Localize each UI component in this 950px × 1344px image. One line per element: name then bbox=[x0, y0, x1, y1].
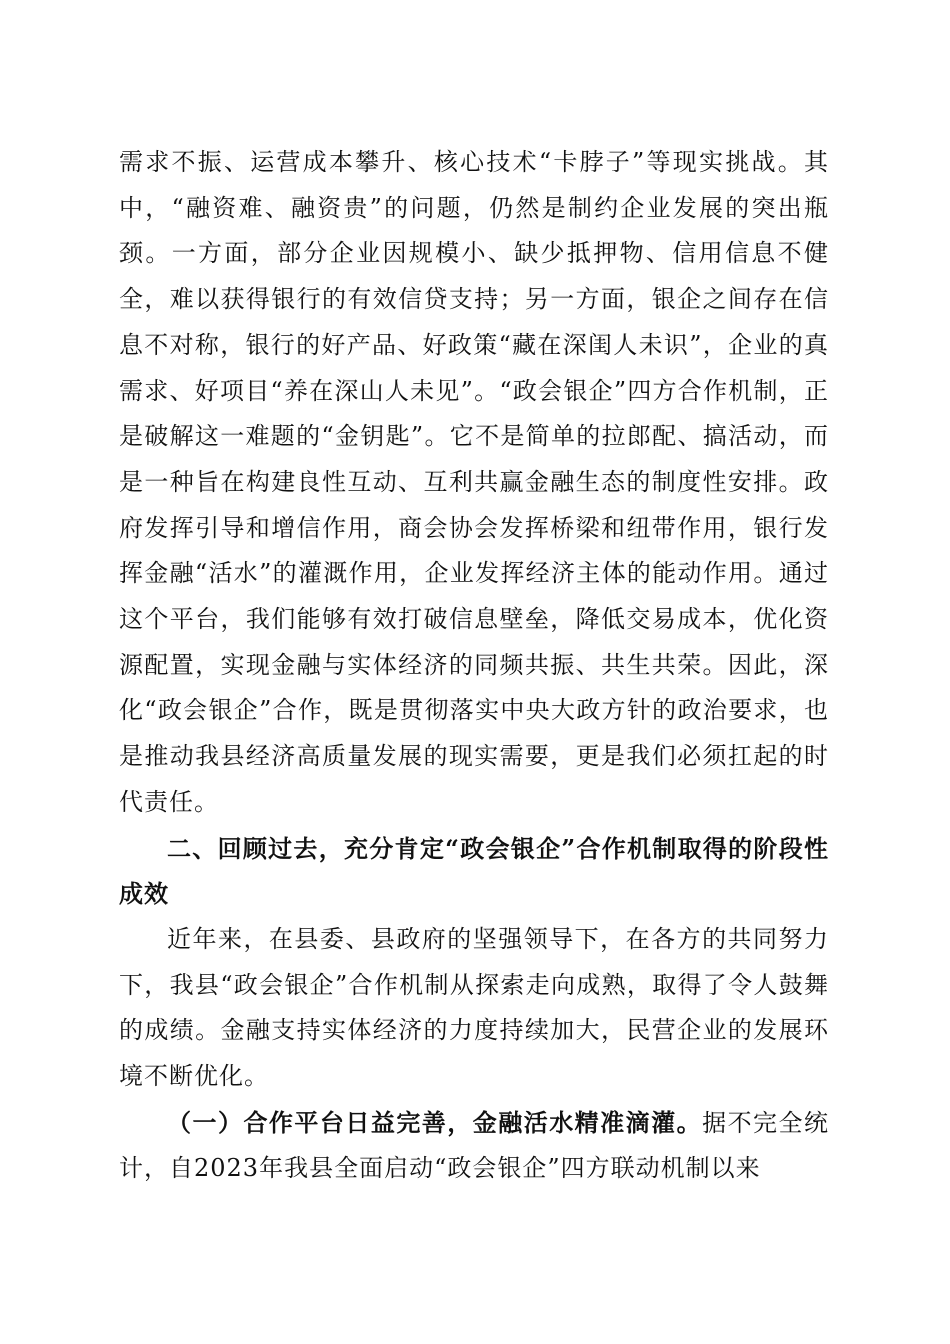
section-heading: 二、回顾过去，充分肯定“政会银企”合作机制取得的阶段性成效 bbox=[119, 833, 829, 909]
document-body bbox=[119, 140, 829, 1192]
subsection-heading: （一）合作平台日益完善，金融活水精准滴灌。 bbox=[167, 1107, 703, 1137]
subsection-body: 据不完全统计，自2023年我县全面启动“政会银企”四方联动机制以来 bbox=[119, 1108, 830, 1183]
section-intro-paragraph: 近年来，在县委、县政府的坚强领导下，在各方的共同努力下，我县“政会银企”合作机制从探索走向成熟，取得了令人鼓舞的成绩。金融支持实体经济的力度持续加大，民营企业的发展环境不断优化。 bbox=[119, 924, 829, 1091]
body-paragraph-continuation: 需求不振、运营成本攀升、核心技术“卡脖子”等现实挑战。其中，“融资难、融资贵”的问题，仍然是制约企业发展的突出瓶颈。一方面，部分企业因规模小、缺少抵押物、信用信息不健全，难以获得银行的有效信贷支持；另一方面，银企之间存在信息不对称，银行的好产品、好政策“藏在深闺人未识”，企业的真需求、好项目“养在深山人未见”。“政会银企”四方合作机制，正是破解这一难题的“金钥匙”。它不是简单的拉郎配、搞活动，而是一种旨在构建良性互动、互利共赢金融生态的制度性安排。政府发挥引导和增信作用，商会协会发挥桥梁和纽带作用，银行发挥金融“活水”的灌溉作用，企业发挥经济主体的能动作用。通过这个平台，我们能够有效打破信息壁垒，降低交易成本，优化资源配置，实现金融与实体经济的同频共振、共生共荣。因此，深化“政会银企”合作，既是贯彻落实中央大政方针的政治要求，也是推动我县经济高质量发展的现实需要，更是我们必须扛起的时代责任。 bbox=[119, 148, 829, 816]
subsection-paragraph bbox=[119, 1100, 829, 1192]
